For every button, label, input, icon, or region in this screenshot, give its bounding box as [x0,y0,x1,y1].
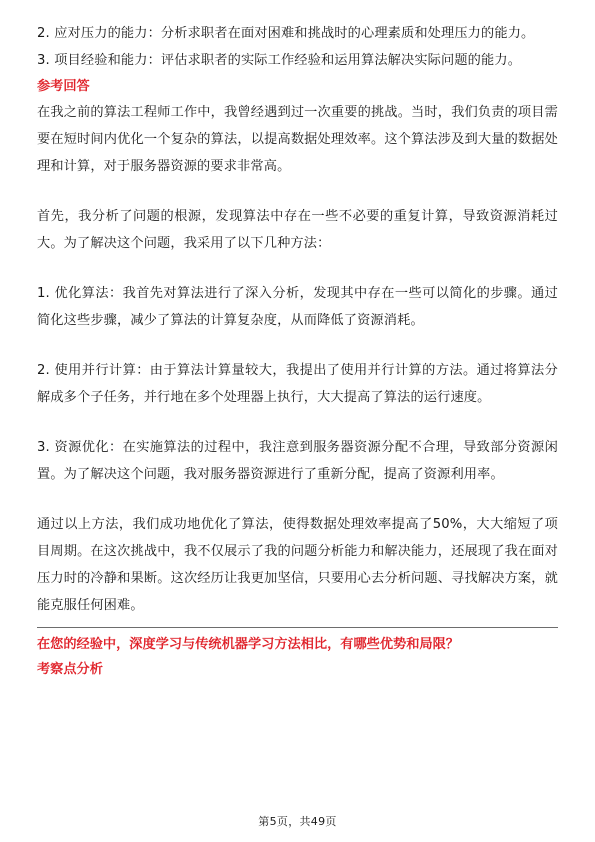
answer-method-2: 2. 使用并行计算：由于算法计算量较大，我提出了使用并行计算的方法。通过将算法分解成多个子任务，并行地在多个处理器上执行，大大提高了算法的运行速度。 [37,363,558,405]
next-question-title: 在您的经验中，深度学习与传统机器学习方法相比，有哪些优势和局限？ [37,637,459,652]
answer-method-3: 3. 资源优化：在实施算法的过程中，我注意到服务器资源分配不合理，导致部分资源闲置。为了解决这个问题，我对服务器资源进行了重新分配，提高了资源利用率。 [37,440,558,482]
paragraph-gap [37,257,558,280]
paragraph-gap [37,411,558,434]
paragraph-gap [37,334,558,357]
reference-answer-heading: 参考回答 [37,79,90,94]
criteria-item-2: 2. 应对压力的能力：分析求职者在面对困难和挑战时的心理素质和处理压力的能力。 [37,26,535,41]
next-analysis-heading: 考察点分析 [37,662,103,677]
answer-paragraph-analysis: 首先，我分析了问题的根源，发现算法中存在一些不必要的重复计算，导致资源消耗过大。为了解决这个问题，我采用了以下几种方法： [37,209,558,251]
paragraph-gap [37,488,558,511]
answer-paragraph-conclusion: 通过以上方法，我们成功地优化了算法，使得数据处理效率提高了50%，大大缩短了项目周期。在这次挑战中，我不仅展示了我的问题分析能力和解决能力，还展现了我在面对压力时的冷静和果断。这次经历让我更加坚信，只要用心去分析问题、寻找解决方案，就能克服任何困难。 [37,517,558,613]
answer-method-1: 1. 优化算法：我首先对算法进行了深入分析，发现其中存在一些可以简化的步骤。通过简化这些步骤，减少了算法的计算复杂度，从而降低了资源消耗。 [37,286,558,328]
section-divider [37,627,558,628]
document-page [37,20,558,682]
criteria-item-3: 3. 项目经验和能力：评估求职者的实际工作经验和运用算法解决实际问题的能力。 [37,53,522,68]
page-number-footer: 第5页，共49页 [258,815,337,828]
paragraph-gap [37,180,558,203]
answer-paragraph-intro: 在我之前的算法工程师工作中，我曾经遇到过一次重要的挑战。当时，我们负责的项目需要在短时间内优化一个复杂的算法，以提高数据处理效率。这个算法涉及到大量的数据处理和计算，对于服务器资源的要求非常高。 [37,105,558,174]
